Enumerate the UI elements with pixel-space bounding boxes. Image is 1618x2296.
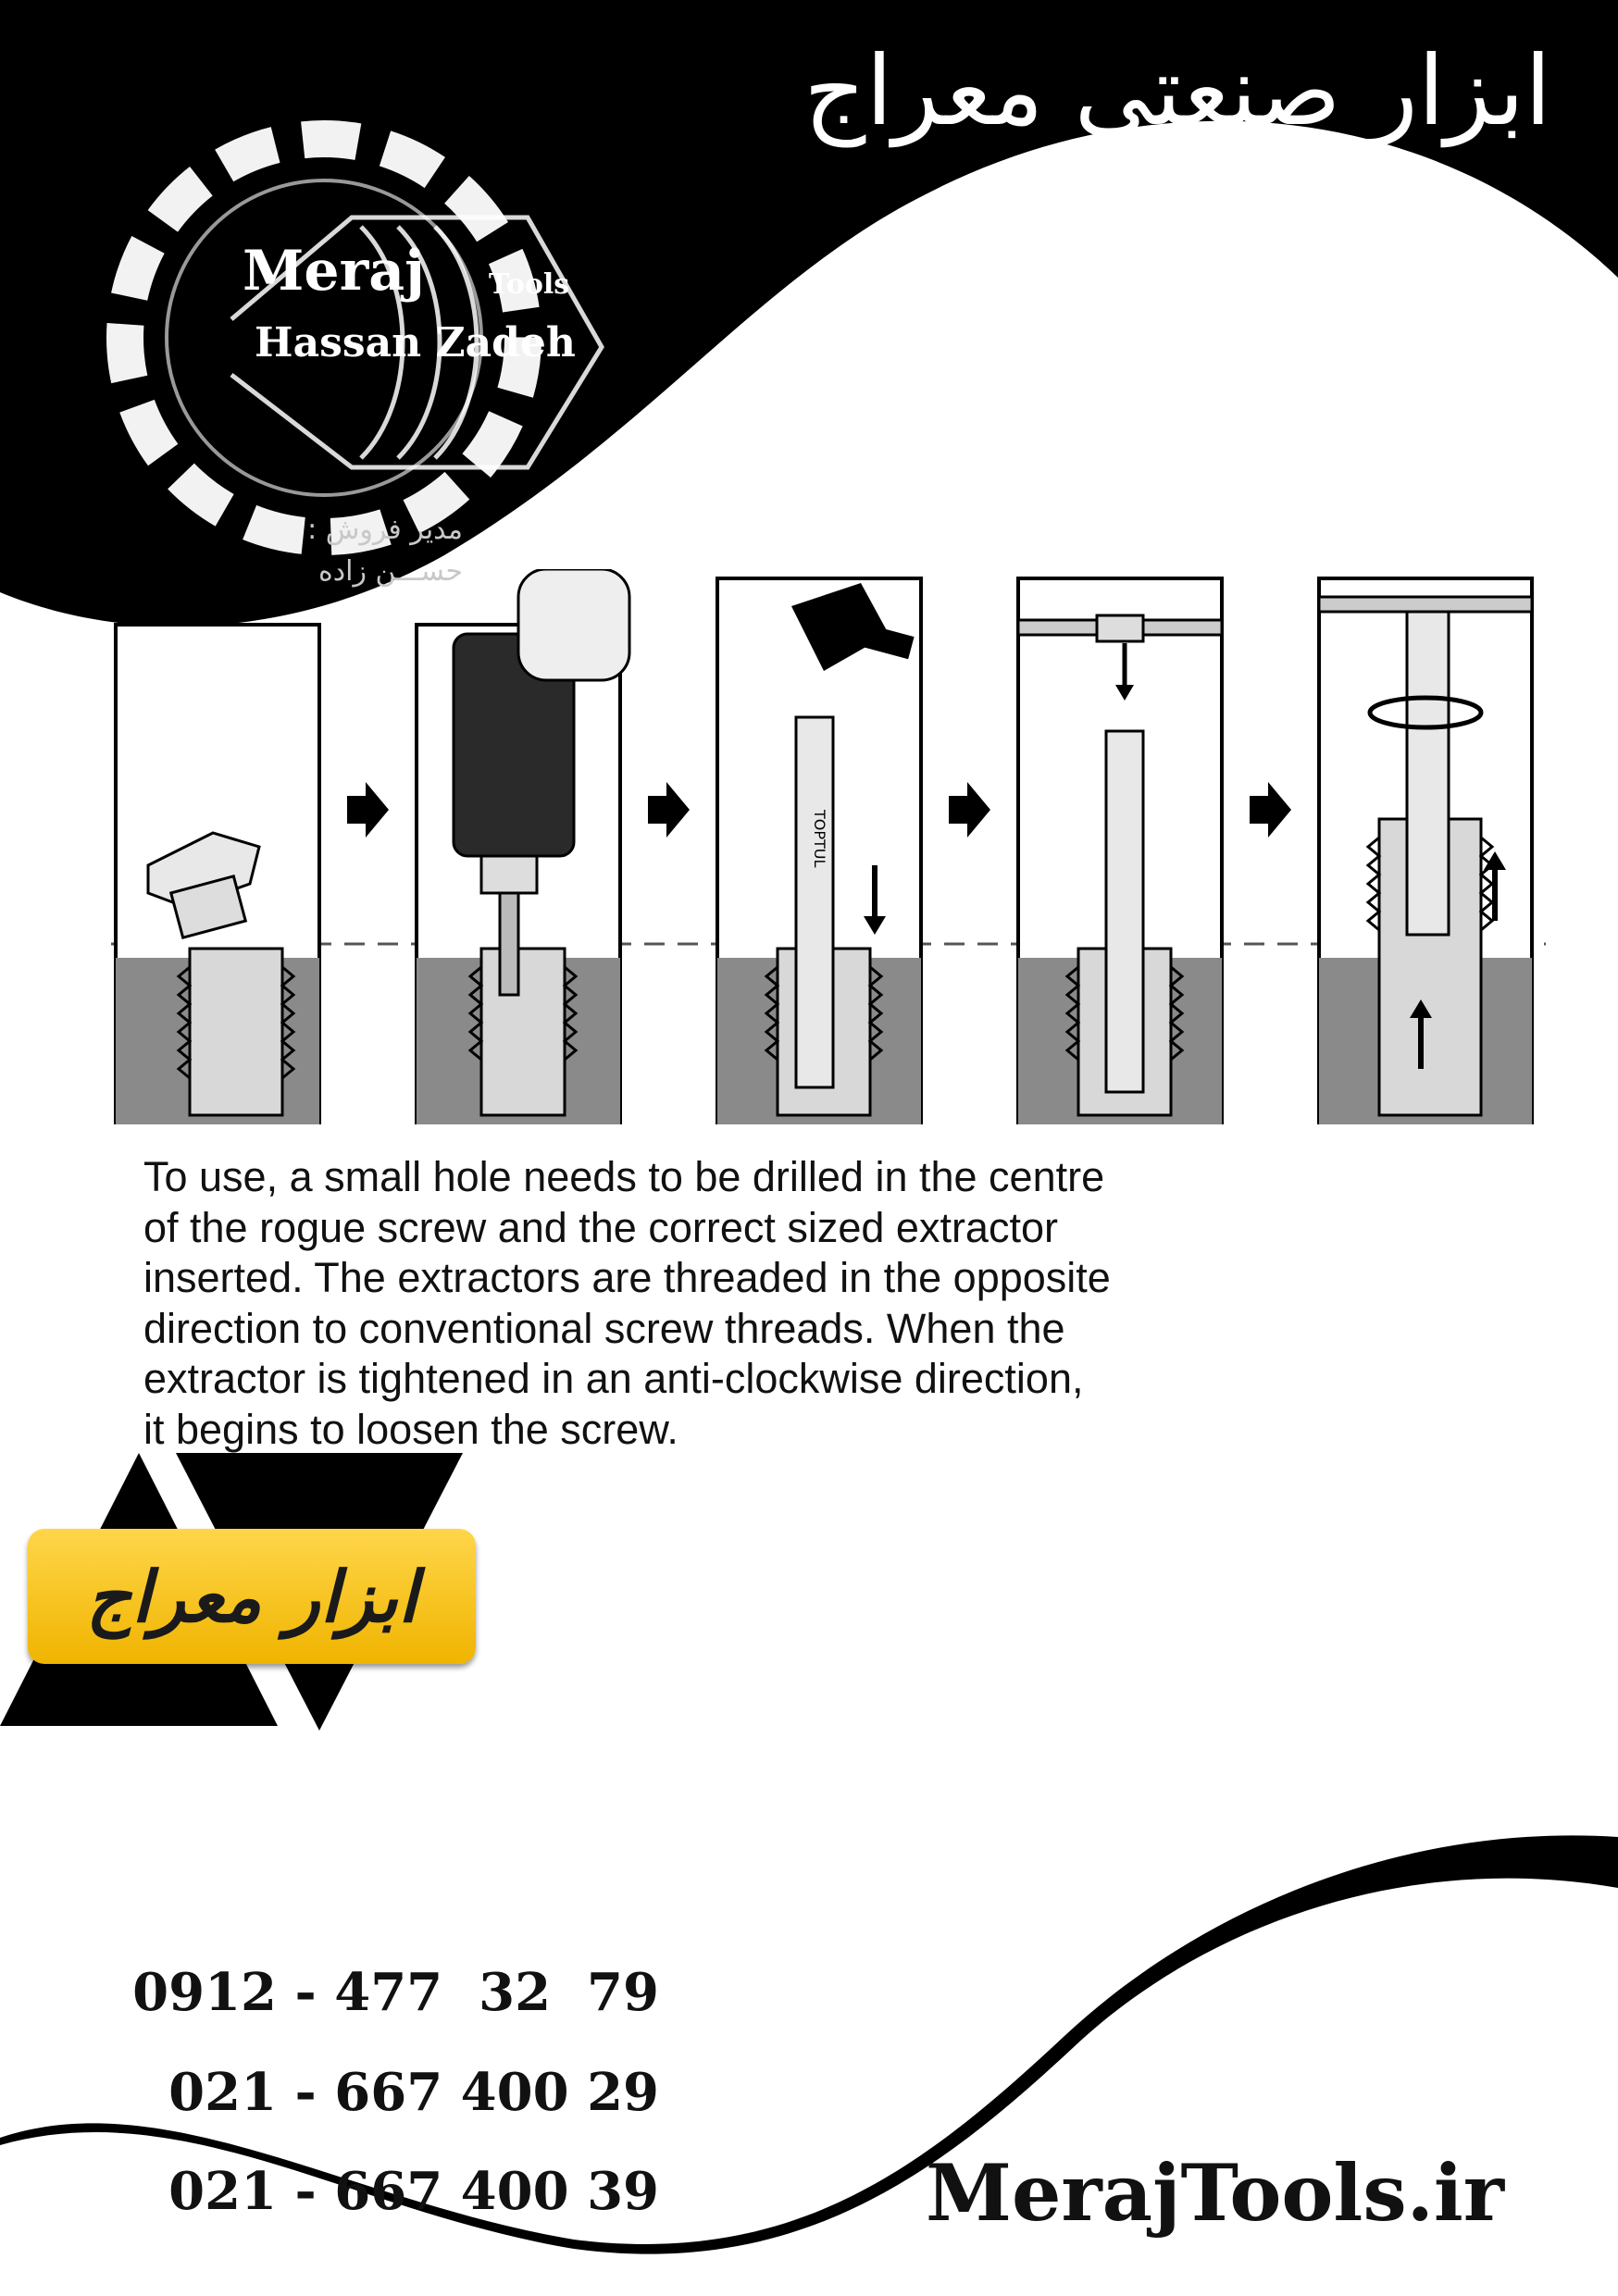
- step-3-hammer-extractor-icon: [717, 578, 921, 1124]
- step-2-drill-icon: [417, 569, 629, 1124]
- sales-manager-label: مدیر فروش :: [307, 514, 463, 546]
- extractor-steps-diagram: [111, 569, 1546, 1124]
- step-5-rotate-extract-icon: [1319, 578, 1532, 1124]
- next-arrow-icon: [347, 782, 389, 838]
- phone-landline-2: 021 - 667 400 39: [168, 2161, 659, 2222]
- instruction-line: inserted. The extractors are threaded in the opposite: [143, 1254, 1111, 1301]
- logo-brand-name: Meraj: [243, 239, 425, 304]
- instruction-line: direction to conventional screw threads. When the: [143, 1304, 1065, 1352]
- phone-landline-1: 021 - 667 400 29: [168, 2062, 659, 2123]
- next-arrow-icon: [949, 782, 990, 838]
- instruction-line: of the rogue screw and the correct sized extractor: [143, 1203, 1058, 1251]
- page-title: ابزار صنعتی معراج: [803, 34, 1551, 147]
- instruction-line: To use, a small hole needs to be drilled in the centre: [143, 1153, 1105, 1200]
- instructions-text: [143, 1152, 1532, 1455]
- website-url: MerajTools.ir: [926, 2147, 1505, 2239]
- next-arrow-icon: [648, 782, 690, 838]
- logo-owner-name: Hassan Zadeh: [255, 319, 576, 366]
- next-arrow-icon: [1250, 782, 1291, 838]
- instruction-line: it begins to loosen the screw.: [143, 1405, 678, 1453]
- phone-mobile: 0912 - 477 32 79: [132, 1962, 659, 2023]
- instruction-line: extractor is tightened in an anti-clockwise direction,: [143, 1355, 1084, 1402]
- brand-badge-text: ابزار معراج: [86, 1555, 417, 1638]
- sales-manager-name: حســـن زاده: [318, 555, 463, 588]
- extractor-brand-label: TOPTUL: [811, 810, 828, 868]
- logo-brand-suffix: Tools: [489, 268, 570, 301]
- step-1-broken-bolt-icon: [116, 625, 319, 1124]
- step-4-tap-wrench-icon: [1018, 578, 1222, 1124]
- brand-badge: [28, 1529, 476, 1664]
